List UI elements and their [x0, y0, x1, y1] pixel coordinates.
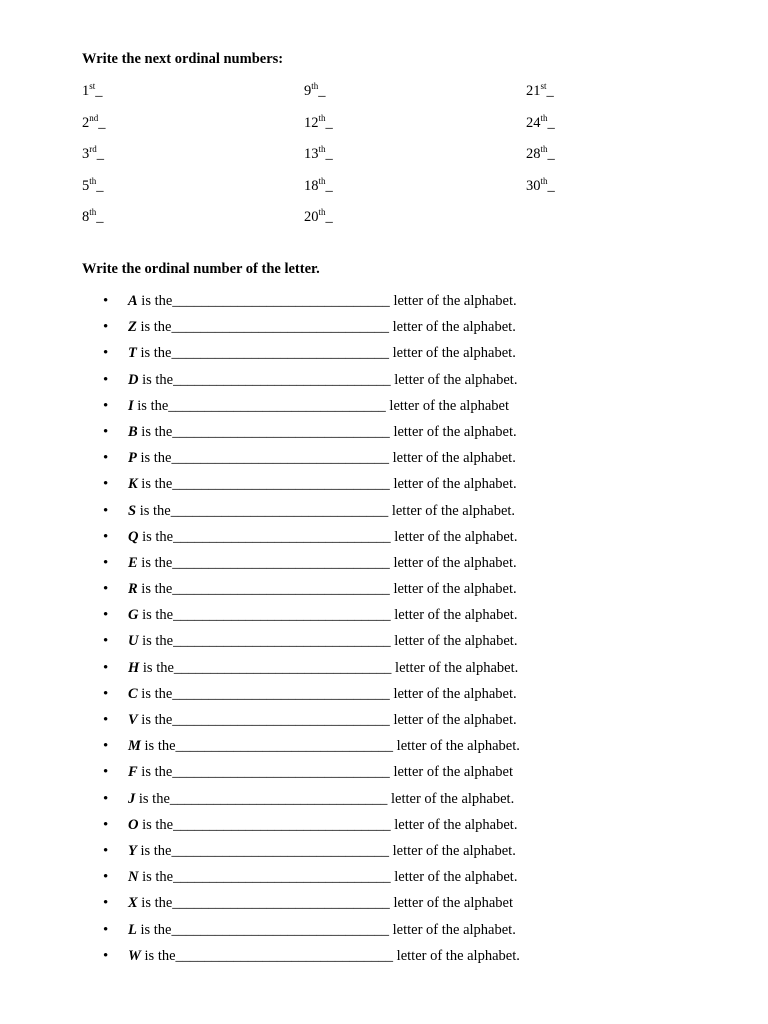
letter: R [128, 581, 138, 598]
ordinal-number: 12 [304, 114, 319, 131]
ordinal-number: 20 [304, 209, 319, 225]
answer-blank[interactable]: is the______________________________ [136, 319, 393, 336]
letter: X [128, 895, 138, 912]
list-item [103, 342, 520, 368]
item-suffix-text: letter of the alphabet. [392, 921, 516, 938]
ordinal-suffix: th [540, 175, 548, 186]
item-suffix-text: letter of the alphabet. [393, 554, 517, 571]
answer-blank[interactable]: is the______________________________ [138, 607, 395, 624]
list-item [103, 369, 520, 395]
ordinal-item [304, 176, 333, 208]
list-item [103, 919, 520, 945]
bullet-icon: • [103, 816, 109, 833]
bullet-icon: • [103, 476, 109, 493]
ordinal-item [82, 81, 106, 113]
answer-blank[interactable]: is the______________________________ [135, 790, 392, 807]
ordinal-suffix: th [311, 81, 319, 91]
ordinal-suffix: th [318, 175, 326, 186]
letter: B [128, 423, 138, 440]
ordinal-suffix: th [318, 207, 326, 217]
ordinal-suffix: st [540, 81, 547, 91]
letter: H [128, 659, 140, 676]
bullet-icon: • [103, 371, 109, 388]
item-suffix-text: letter of the alphabet. [396, 947, 520, 964]
answer-blank[interactable]: _ [546, 83, 554, 99]
item-suffix-text: letter of the alphabet. [394, 528, 518, 545]
list-item [103, 840, 520, 866]
ordinal-number: 21 [526, 83, 541, 99]
letter: I [128, 397, 134, 414]
ordinal-suffix: th [318, 144, 326, 154]
answer-blank[interactable]: _ [547, 177, 555, 194]
answer-blank[interactable]: is the______________________________ [138, 816, 395, 833]
letter: O [128, 816, 139, 833]
answer-blank[interactable]: is the______________________________ [138, 528, 395, 545]
letter: G [128, 607, 139, 624]
letter: D [128, 371, 139, 388]
ordinal-number: 3 [82, 146, 90, 162]
bullet-icon: • [103, 790, 109, 807]
list-item [103, 290, 520, 316]
letters-heading: Write the ordinal number of the letter. [82, 261, 320, 277]
list-item [103, 473, 520, 499]
letter: Q [128, 528, 139, 545]
item-suffix-text: letter of the alphabet. [394, 816, 518, 833]
ordinal-suffix: nd [89, 112, 99, 123]
ordinal-suffix: th [540, 112, 548, 123]
ordinal-number: 28 [526, 146, 541, 162]
bullet-icon: • [103, 581, 109, 598]
list-item [103, 945, 520, 971]
letter: L [128, 921, 137, 938]
ordinal-number: 1 [82, 83, 90, 99]
list-item [103, 814, 520, 840]
ordinals-column [82, 81, 106, 239]
item-suffix-text: letter of the alphabet. [395, 659, 519, 676]
list-item [103, 421, 520, 447]
ordinal-item [82, 113, 106, 145]
ordinal-item [82, 144, 106, 176]
bullet-icon: • [103, 397, 109, 414]
answer-blank[interactable]: is the______________________________ [137, 581, 394, 598]
ordinal-number: 5 [82, 177, 90, 194]
letter: J [128, 790, 136, 807]
item-suffix-text: letter of the alphabet [393, 895, 514, 912]
ordinal-suffix: th [318, 112, 326, 123]
list-item [103, 892, 520, 918]
answer-blank[interactable]: _ [325, 209, 333, 225]
letter: U [128, 633, 139, 650]
ordinal-item [304, 81, 333, 113]
item-suffix-text: letter of the alphabet. [393, 293, 517, 309]
answer-blank[interactable]: is the______________________________ [138, 869, 395, 886]
answer-blank[interactable]: _ [547, 114, 555, 131]
bullet-icon: • [103, 921, 109, 938]
item-suffix-text: letter of the alphabet. [394, 371, 518, 388]
answer-blank[interactable]: _ [95, 83, 103, 99]
ordinal-item [526, 176, 555, 208]
answer-blank[interactable]: is the______________________________ [137, 712, 394, 728]
item-suffix-text: letter of the alphabet. [391, 790, 515, 807]
answer-blank[interactable]: _ [96, 209, 104, 225]
answer-blank[interactable]: is the______________________________ [137, 895, 394, 912]
letter: K [128, 476, 138, 493]
bullet-icon: • [103, 895, 109, 912]
ordinal-item [82, 207, 106, 239]
bullet-icon: • [103, 607, 109, 624]
answer-blank[interactable]: _ [325, 114, 333, 131]
item-suffix-text: letter of the alphabet. [393, 423, 517, 440]
answer-blank[interactable]: _ [96, 146, 104, 162]
list-item [103, 788, 520, 814]
answer-blank[interactable]: is the______________________________ [133, 397, 390, 414]
ordinal-suffix: th [540, 144, 548, 154]
list-item [103, 709, 520, 735]
ordinal-number: 30 [526, 177, 541, 194]
letter: E [128, 554, 138, 571]
letter: F [128, 764, 138, 781]
letter: M [128, 738, 141, 755]
ordinal-number: 13 [304, 146, 319, 162]
ordinal-number: 2 [82, 114, 90, 131]
ordinal-number: 8 [82, 209, 90, 225]
item-suffix-text: letter of the alphabet [393, 764, 514, 781]
ordinal-number: 24 [526, 114, 541, 131]
answer-blank[interactable]: is the______________________________ [138, 633, 395, 650]
answer-blank[interactable]: is the______________________________ [136, 921, 393, 938]
ordinals-grid [82, 81, 642, 241]
answer-blank[interactable]: is the______________________________ [136, 345, 393, 362]
ordinal-suffix: th [89, 207, 97, 217]
bullet-icon: • [103, 712, 109, 728]
ordinals-column [304, 81, 333, 239]
ordinal-number: 18 [304, 177, 319, 194]
letters-list [103, 290, 520, 971]
bullet-icon: • [103, 633, 109, 650]
item-suffix-text: letter of the alphabet. [393, 685, 517, 702]
answer-blank[interactable]: _ [325, 146, 333, 162]
ordinal-item [526, 113, 555, 145]
ordinal-suffix: th [89, 175, 97, 186]
ordinal-item [526, 81, 555, 113]
ordinal-number: 9 [304, 83, 312, 99]
answer-blank[interactable]: _ [98, 114, 106, 131]
letter: W [128, 947, 141, 964]
letter: S [128, 502, 137, 519]
answer-blank[interactable]: _ [318, 83, 326, 99]
answer-blank[interactable]: is the______________________________ [137, 764, 394, 781]
bullet-icon: • [103, 450, 109, 467]
bullet-icon: • [103, 842, 109, 859]
list-item [103, 683, 520, 709]
answer-blank[interactable]: is the______________________________ [137, 685, 394, 702]
bullet-icon: • [103, 554, 109, 571]
letter: C [128, 685, 138, 702]
bullet-icon: • [103, 659, 109, 676]
list-item [103, 630, 520, 656]
ordinal-item [82, 176, 106, 208]
answer-blank[interactable]: is the______________________________ [136, 450, 393, 467]
bullet-icon: • [103, 293, 109, 309]
letter: A [128, 293, 138, 309]
ordinal-suffix: rd [89, 144, 97, 154]
item-suffix-text: letter of the alphabet. [394, 633, 518, 650]
letter: N [128, 869, 139, 886]
letter: T [128, 345, 137, 362]
item-suffix-text: letter of the alphabet. [394, 869, 518, 886]
list-item [103, 447, 520, 473]
answer-blank[interactable]: _ [547, 146, 555, 162]
item-suffix-text: letter of the alphabet. [393, 712, 517, 728]
ordinals-column [526, 81, 555, 207]
bullet-icon: • [103, 502, 109, 519]
item-suffix-text: letter of the alphabet [389, 397, 509, 414]
list-item [103, 657, 520, 683]
answer-blank[interactable]: is the______________________________ [136, 502, 392, 519]
bullet-icon: • [103, 764, 109, 781]
answer-blank[interactable]: is the______________________________ [137, 476, 394, 493]
list-item [103, 500, 520, 526]
bullet-icon: • [103, 423, 109, 440]
bullet-icon: • [103, 319, 109, 336]
answer-blank[interactable]: is the______________________________ [137, 293, 394, 309]
item-suffix-text: letter of the alphabet. [393, 581, 517, 598]
list-item [103, 578, 520, 604]
item-suffix-text: letter of the alphabet. [391, 502, 516, 519]
bullet-icon: • [103, 685, 109, 702]
ordinal-item [304, 207, 333, 239]
answer-blank[interactable]: is the______________________________ [137, 423, 394, 440]
ordinals-heading: Write the next ordinal numbers: [82, 51, 284, 67]
bullet-icon: • [103, 345, 109, 362]
ordinal-item [304, 144, 333, 176]
bullet-icon: • [103, 947, 109, 964]
ordinal-suffix: st [89, 81, 96, 91]
item-suffix-text: letter of the alphabet. [392, 319, 516, 336]
list-item [103, 735, 520, 761]
list-item [103, 526, 520, 552]
item-suffix-text: letter of the alphabet. [392, 450, 516, 467]
item-suffix-text: letter of the alphabet. [392, 842, 516, 859]
letter: Y [128, 842, 137, 859]
answer-blank[interactable]: is the______________________________ [139, 659, 396, 676]
answer-blank[interactable]: is the______________________________ [136, 842, 393, 859]
list-item [103, 761, 520, 787]
list-item [103, 604, 520, 630]
bullet-icon: • [103, 738, 109, 755]
bullet-icon: • [103, 528, 109, 545]
bullet-icon: • [103, 869, 109, 886]
list-item [103, 552, 520, 578]
item-suffix-text: letter of the alphabet. [393, 476, 517, 493]
item-suffix-text: letter of the alphabet. [394, 607, 518, 624]
ordinal-item [304, 113, 333, 145]
answer-blank[interactable]: _ [96, 177, 104, 194]
answer-blank[interactable]: _ [325, 177, 333, 194]
letter: P [128, 450, 137, 467]
list-item [103, 316, 520, 342]
answer-blank[interactable]: is the______________________________ [140, 947, 397, 964]
item-suffix-text: letter of the alphabet. [396, 738, 520, 755]
letter: Z [128, 319, 137, 336]
answer-blank[interactable]: is the______________________________ [140, 738, 397, 755]
letter: V [128, 712, 138, 728]
list-item [103, 395, 520, 421]
item-suffix-text: letter of the alphabet. [392, 345, 516, 362]
list-item [103, 866, 520, 892]
ordinal-item [526, 144, 555, 176]
answer-blank[interactable]: is the______________________________ [137, 554, 394, 571]
answer-blank[interactable]: is the______________________________ [138, 371, 395, 388]
